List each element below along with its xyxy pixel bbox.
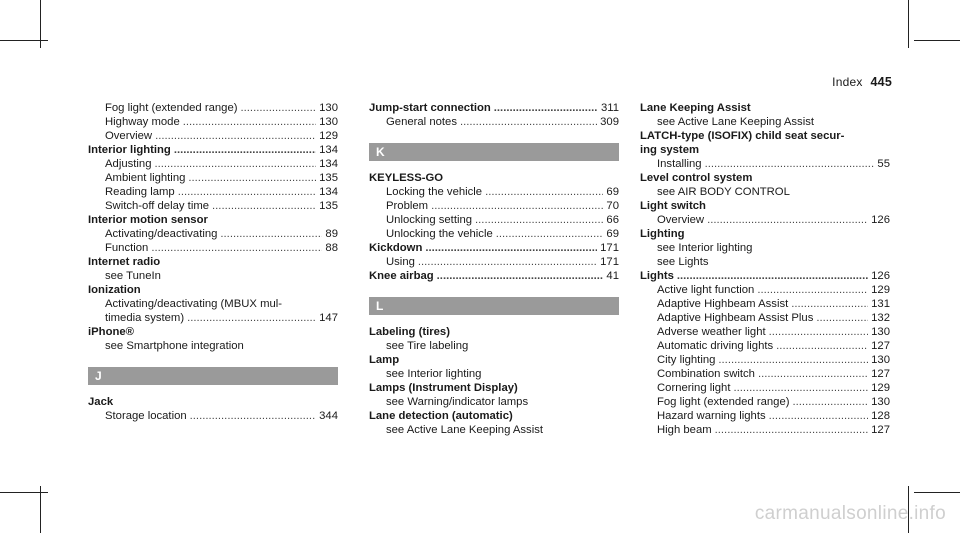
index-heading[interactable] bbox=[88, 143, 338, 157]
entry-label: Knee airbag bbox=[369, 270, 434, 282]
page-reference: 134 bbox=[319, 144, 338, 156]
index-heading: LATCH-type (ISOFIX) child seat secur- bbox=[640, 130, 845, 142]
entry-label: Installing bbox=[657, 158, 702, 170]
entry-label: Adverse weather light bbox=[657, 326, 766, 338]
index-heading: Interior motion sensor bbox=[88, 214, 208, 226]
cross-reference[interactable]: see Interior lighting bbox=[386, 368, 482, 380]
index-subentry[interactable] bbox=[640, 339, 890, 353]
index-subentry[interactable] bbox=[640, 311, 890, 325]
index-subentry[interactable] bbox=[640, 353, 890, 367]
cross-reference[interactable]: Activating/deactivating (MBUX mul- bbox=[105, 298, 283, 310]
page-reference: 69 bbox=[606, 228, 619, 240]
index-heading: Lane detection (automatic) bbox=[369, 410, 513, 422]
index-subentry[interactable] bbox=[88, 171, 338, 185]
index-subentry[interactable] bbox=[640, 325, 890, 339]
entry-label: Kickdown bbox=[369, 242, 423, 254]
leader-dots bbox=[437, 269, 604, 283]
page-reference: 130 bbox=[871, 354, 890, 366]
page-reference: 129 bbox=[871, 382, 890, 394]
leader-dots bbox=[816, 311, 868, 325]
cross-reference[interactable]: see Interior lighting bbox=[657, 242, 753, 254]
page-reference: 130 bbox=[319, 116, 338, 128]
cross-reference[interactable]: see Active Lane Keeping Assist bbox=[657, 116, 815, 128]
index-heading: Level control system bbox=[640, 172, 753, 184]
page-reference: 135 bbox=[319, 200, 338, 212]
index-heading[interactable] bbox=[369, 269, 619, 283]
index-subentry[interactable] bbox=[640, 367, 890, 381]
index-subentry[interactable] bbox=[88, 227, 338, 241]
leader-dots bbox=[178, 185, 316, 199]
leader-dots bbox=[187, 311, 316, 325]
index-subentry[interactable] bbox=[640, 283, 890, 297]
page-reference: 130 bbox=[871, 396, 890, 408]
index-subentry[interactable] bbox=[369, 115, 619, 129]
page-reference: 69 bbox=[606, 186, 619, 198]
entry-label: High beam bbox=[657, 424, 712, 436]
leader-dots bbox=[496, 227, 604, 241]
leader-dots bbox=[188, 171, 316, 185]
index-subentry[interactable] bbox=[369, 199, 619, 213]
index-subentry[interactable] bbox=[640, 297, 890, 311]
entry-label: Ambient lighting bbox=[105, 172, 186, 184]
page-reference: 130 bbox=[871, 326, 890, 338]
leader-dots bbox=[758, 367, 868, 381]
leader-dots bbox=[220, 227, 322, 241]
index-subentry[interactable] bbox=[369, 227, 619, 241]
page-reference: 147 bbox=[319, 312, 338, 324]
page-reference: 127 bbox=[871, 340, 890, 352]
leader-dots bbox=[715, 423, 869, 437]
page-reference: 171 bbox=[600, 242, 619, 254]
index-subentry[interactable] bbox=[640, 381, 890, 395]
leader-dots bbox=[190, 409, 316, 423]
crop-mark bbox=[40, 486, 41, 533]
index-subentry[interactable] bbox=[369, 255, 619, 269]
index-heading: Internet radio bbox=[88, 256, 161, 268]
page-reference: 127 bbox=[871, 424, 890, 436]
index-heading: Jack bbox=[88, 396, 114, 408]
crop-mark bbox=[908, 0, 909, 48]
leader-dots bbox=[485, 185, 603, 199]
page-reference: 126 bbox=[871, 214, 890, 226]
index-subentry[interactable] bbox=[88, 241, 338, 255]
page-reference: 128 bbox=[871, 410, 890, 422]
entry-label: Automatic driving lights bbox=[657, 340, 774, 352]
crop-mark bbox=[914, 492, 960, 493]
page-reference: 70 bbox=[606, 200, 619, 212]
leader-dots bbox=[677, 269, 868, 283]
index-heading: Lamp bbox=[369, 354, 400, 366]
entry-label: Locking the vehicle bbox=[386, 186, 483, 198]
page-reference: 309 bbox=[600, 116, 619, 128]
cross-reference[interactable]: see Lights bbox=[657, 256, 709, 268]
leader-dots bbox=[154, 157, 316, 171]
entry-label: Lights bbox=[640, 270, 674, 282]
entry-label: Function bbox=[105, 242, 149, 254]
entry-label: Adaptive Highbeam Assist bbox=[657, 298, 789, 310]
leader-dots bbox=[776, 339, 868, 353]
page-reference: 134 bbox=[319, 186, 338, 198]
leader-dots bbox=[431, 199, 603, 213]
entry-label: Fog light (extended range) bbox=[657, 396, 790, 408]
index-heading: Labeling (tires) bbox=[369, 326, 450, 338]
index-heading: KEYLESS-GO bbox=[369, 172, 444, 184]
leader-dots bbox=[769, 325, 869, 339]
leader-dots bbox=[757, 283, 868, 297]
entry-label: timedia system) bbox=[105, 312, 185, 324]
cross-reference[interactable]: see Warning/indicator lamps bbox=[386, 396, 529, 408]
page-reference: 41 bbox=[606, 270, 619, 282]
index-subentry[interactable] bbox=[88, 185, 338, 199]
page-header bbox=[832, 75, 892, 89]
leader-dots bbox=[791, 297, 868, 311]
page-reference: 129 bbox=[871, 284, 890, 296]
leader-dots bbox=[475, 213, 603, 227]
page-reference: 135 bbox=[319, 172, 338, 184]
leader-dots bbox=[155, 129, 316, 143]
index-heading[interactable] bbox=[640, 269, 890, 283]
index-subentry[interactable] bbox=[640, 213, 890, 227]
page-reference: 89 bbox=[325, 228, 338, 240]
leader-dots bbox=[425, 241, 597, 255]
index-column-3 bbox=[640, 101, 890, 437]
page-reference: 55 bbox=[877, 158, 890, 170]
leader-dots bbox=[418, 255, 597, 269]
index-heading: iPhone® bbox=[88, 326, 134, 338]
page-reference: 344 bbox=[319, 410, 338, 422]
index-heading[interactable] bbox=[369, 241, 619, 255]
index-subentry[interactable] bbox=[88, 129, 338, 143]
watermark: carmanualsonline.info bbox=[754, 503, 946, 524]
entry-label: Jump-start connection bbox=[369, 102, 491, 114]
leader-dots bbox=[793, 395, 869, 409]
entry-label: Using bbox=[386, 256, 415, 268]
index-subentry[interactable] bbox=[88, 115, 338, 129]
crop-mark bbox=[0, 40, 48, 41]
section-title: Index bbox=[832, 75, 863, 89]
page-reference: 311 bbox=[600, 102, 619, 114]
entry-label: Problem bbox=[386, 200, 429, 212]
index-subentry[interactable] bbox=[88, 101, 338, 115]
entry-label: General notes bbox=[386, 116, 457, 128]
index-heading: ing system bbox=[640, 144, 700, 156]
entry-label: Highway mode bbox=[105, 116, 180, 128]
leader-dots bbox=[460, 115, 597, 129]
page-reference: 171 bbox=[600, 256, 619, 268]
page-reference: 127 bbox=[871, 368, 890, 380]
index-subentry[interactable] bbox=[88, 199, 338, 213]
entry-label: Hazard warning lights bbox=[657, 410, 766, 422]
crop-mark bbox=[914, 40, 960, 41]
leader-dots bbox=[718, 353, 868, 367]
page-reference: 130 bbox=[319, 102, 338, 114]
leader-dots bbox=[212, 199, 316, 213]
entry-label: City lighting bbox=[657, 354, 716, 366]
index-subentry[interactable] bbox=[640, 423, 890, 437]
index-subentry[interactable] bbox=[640, 395, 890, 409]
index-subentry[interactable] bbox=[640, 157, 890, 171]
letter-heading: K bbox=[369, 143, 619, 161]
entry-label: Switch-off delay time bbox=[105, 200, 210, 212]
page-reference: 126 bbox=[871, 270, 890, 282]
cross-reference[interactable]: see Active Lane Keeping Assist bbox=[386, 424, 544, 436]
index-subentry[interactable] bbox=[88, 409, 338, 423]
leader-dots bbox=[705, 157, 875, 171]
entry-label: Adjusting bbox=[105, 158, 152, 170]
cross-reference[interactable]: see Tire labeling bbox=[386, 340, 469, 352]
page-reference: 134 bbox=[319, 158, 338, 170]
leader-dots bbox=[151, 241, 322, 255]
entry-label: Overview bbox=[657, 214, 705, 226]
page-reference: 129 bbox=[319, 130, 338, 142]
entry-label: Active light function bbox=[657, 284, 755, 296]
entry-label: Cornering light bbox=[657, 382, 731, 394]
entry-label: Overview bbox=[105, 130, 153, 142]
letter-heading: J bbox=[88, 367, 338, 385]
index-subentry[interactable] bbox=[369, 213, 619, 227]
cross-reference[interactable]: see TuneIn bbox=[105, 270, 161, 282]
leader-dots bbox=[174, 143, 316, 157]
index-subentry[interactable] bbox=[88, 157, 338, 171]
cross-reference[interactable]: see Smartphone integration bbox=[105, 340, 244, 352]
leader-dots bbox=[733, 381, 868, 395]
leader-dots bbox=[183, 115, 316, 129]
index-subentry[interactable] bbox=[640, 409, 890, 423]
entry-label: Unlocking setting bbox=[386, 214, 473, 226]
index-heading: Ionization bbox=[88, 284, 141, 296]
index-heading: Lamps (Instrument Display) bbox=[369, 382, 518, 394]
leader-dots bbox=[769, 409, 869, 423]
page-reference: 132 bbox=[871, 312, 890, 324]
page-number: 445 bbox=[870, 75, 892, 89]
entry-label: Combination switch bbox=[657, 368, 755, 380]
leader-dots bbox=[494, 101, 598, 115]
page-reference: 66 bbox=[606, 214, 619, 226]
letter-heading: L bbox=[369, 297, 619, 315]
page-reference: 131 bbox=[871, 298, 890, 310]
index-subentry[interactable] bbox=[88, 311, 338, 325]
entry-label: Unlocking the vehicle bbox=[386, 228, 493, 240]
index-heading: Lane Keeping Assist bbox=[640, 102, 751, 114]
crop-mark bbox=[0, 492, 48, 493]
index-heading[interactable] bbox=[369, 101, 619, 115]
entry-label: Activating/deactivating bbox=[105, 228, 218, 240]
leader-dots bbox=[241, 101, 317, 115]
index-subentry[interactable] bbox=[369, 185, 619, 199]
index-column-1 bbox=[88, 101, 338, 423]
entry-label: Fog light (extended range) bbox=[105, 102, 238, 114]
entry-label: Storage location bbox=[105, 410, 187, 422]
page-reference: 88 bbox=[325, 242, 338, 254]
entry-label: Interior lighting bbox=[88, 144, 171, 156]
index-heading: Lighting bbox=[640, 228, 685, 240]
entry-label: Reading lamp bbox=[105, 186, 175, 198]
leader-dots bbox=[707, 213, 868, 227]
index-column-2 bbox=[369, 101, 619, 437]
cross-reference[interactable]: see AIR BODY CONTROL bbox=[657, 186, 790, 198]
index-heading: Light switch bbox=[640, 200, 706, 212]
entry-label: Adaptive Highbeam Assist Plus bbox=[657, 312, 814, 324]
